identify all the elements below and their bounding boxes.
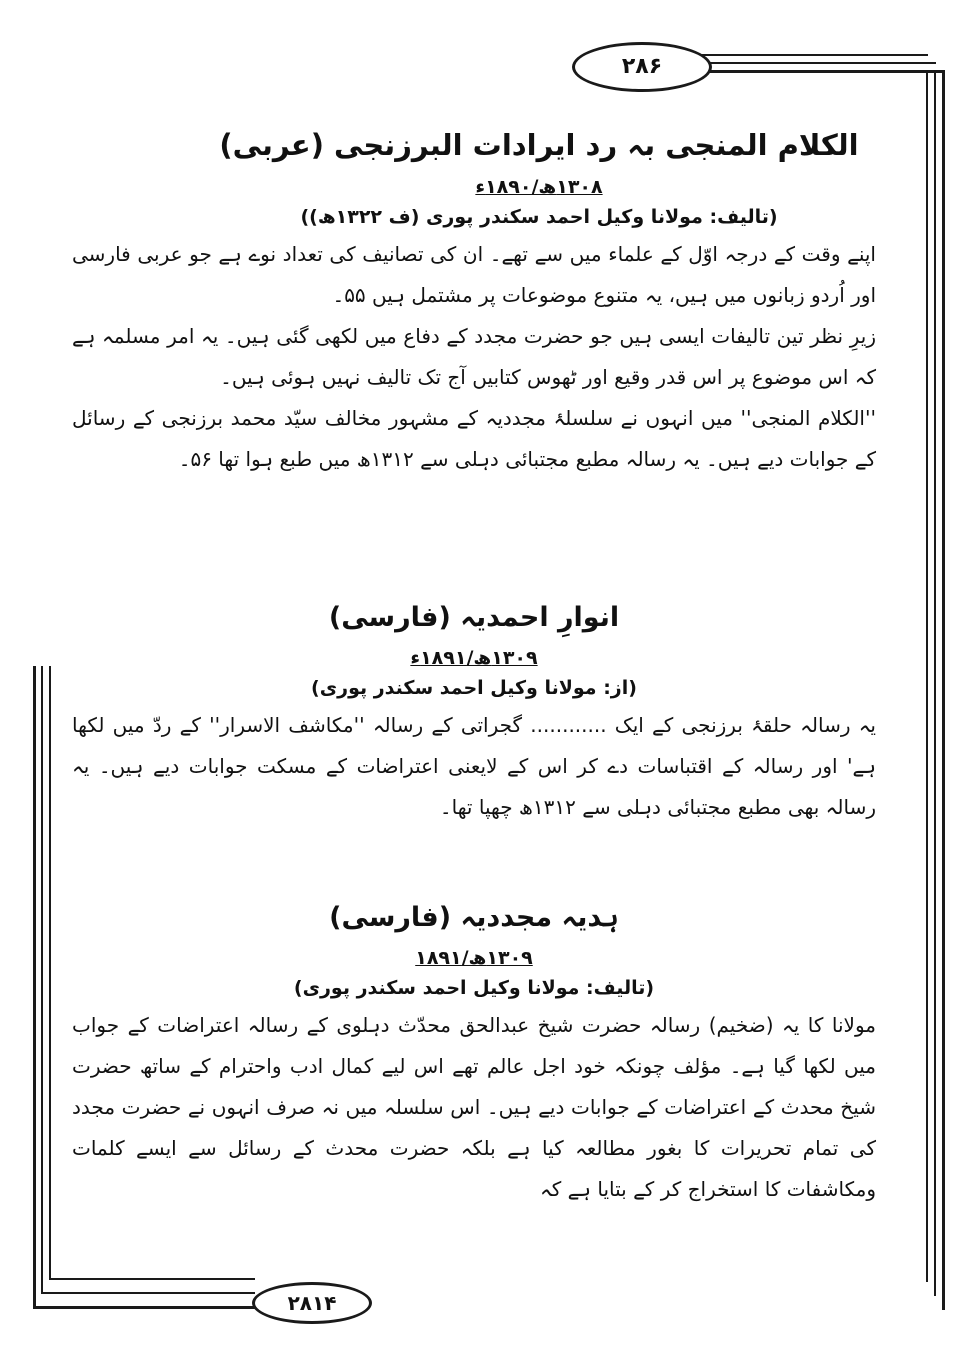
section-year: ۱۳۰۹ھ/۱۸۹۱ [415,947,533,969]
section-anwar-e-ahmadiya [72,602,876,828]
section-byline: (تالیف: مولانا وکیل احمد سکندر پوری (ف ۱۳۲۲ھ)) [300,206,778,228]
frame-rule-top-inner [700,54,928,56]
section-year: ۱۳۰۸ھ/۱۸۹۰ء [475,176,603,198]
frame-rule-bottom-inner [49,1278,255,1280]
paragraph: مولانا کا یہ (ضخیم) رسالہ حضرت شیخ عبدالحق محدّث دہلوی کے رسالہ اعتراضات کے جواب میں لکھا گیا ہے۔ مؤلف چونکہ خود اجل عالم تھے اس لیے کمال ادب واحترام کے ساتھ حضرت شیخ محدث کے اعتراضات کے جوابات دیے ہیں۔ اس سلسلہ میں نہ صرف انہوں نے حضرت مجدد کی تمام تحریرات کا بغور مطالعہ کیا ہے بلکہ حضرت محدث کے رسائل سے ایسے کلمات ومکاشفات کا استخراج کر کے بتایا ہے کہ [72,1013,876,1201]
section-title: انوارِ احمدیہ (فارسی) [328,602,620,633]
section-title: الکلام المنجی بہ رد ایرادات البرزنجی (عربی) [219,128,859,162]
frame-rule-right-mid [934,70,936,1296]
section-year: ۱۳۰۹ھ/۱۸۹۱ء [410,647,538,669]
frame-rule-right-outer [942,70,945,1310]
section-hadiya-mujaddidiya [72,902,876,1210]
frame-rule-bottom-outer [33,1306,255,1309]
paragraph: ''الکلام المنجی'' میں انہوں نے سلسلۂ مجددیہ کے مشہور مخالف سیّد محمد برزنجی کے رسائل کے جوابات دیے ہیں۔ یہ رسالہ مطبع مجتبائی دہلی سے ۱۳۱۲ھ میں طبع ہوا تھا ۵۶۔ [72,406,876,471]
frame-rule-top-outer [708,70,945,73]
page-number-bottom-text: ۲۸۱۴ [287,1291,337,1315]
page-number-bottom [252,1282,372,1324]
section-byline: (تالیف: مولانا وکیل احمد سکندر پوری) [293,977,655,999]
page-number-top-text: ۲۸۶ [621,54,663,79]
section-title: ہدیہ مجددیہ (فارسی) [329,902,619,933]
section-byline: (از: مولانا وکیل احمد سکندر پوری) [311,677,637,699]
frame-rule-left-outer [33,666,36,1306]
frame-rule-left-inner [49,666,51,1278]
frame-rule-bottom-mid [41,1292,255,1294]
page-number-top [572,42,712,92]
frame-rule-left-mid [41,666,43,1292]
paragraph: زیرِ نظر تین تالیفات ایسی ہیں جو حضرت مجدد کے دفاع میں لکھی گئی ہیں۔ یہ امر مسلمہ ہے کہ اس موضوع پر اس قدر وقیع اور ٹھوس کتابیں آج تک تالیف نہیں ہوئی ہیں۔ [72,324,876,389]
paragraph: اپنے وقت کے درجہ اوّل کے علماء میں سے تھے۔ ان کی تصانیف کی تعداد نوے ہے جو عربی فارسی اور اُردو زبانوں میں ہیں، یہ متنوع موضوعات پر مشتمل ہیں ۵۵۔ [72,242,876,307]
frame-rule-right-inner [926,70,928,1282]
paragraph: یہ رسالہ حلقۂ برزنجی کے ایک ............ گجراتی کے رسالہ ''مکاشف الاسرار'' کے ردّ میں لکھا ہے' اور رسالہ کے اقتباسات دے کر اس کے لایعنی اعتراضات کے مسکت جوابات دیے ہیں۔ یہ رسالہ بھی مطبع مجتبائی دہلی سے ۱۳۱۲ھ چھپا تھا۔ [72,713,876,819]
frame-rule-top-mid [702,62,936,64]
section-al-kalam-al-munji [72,128,876,480]
